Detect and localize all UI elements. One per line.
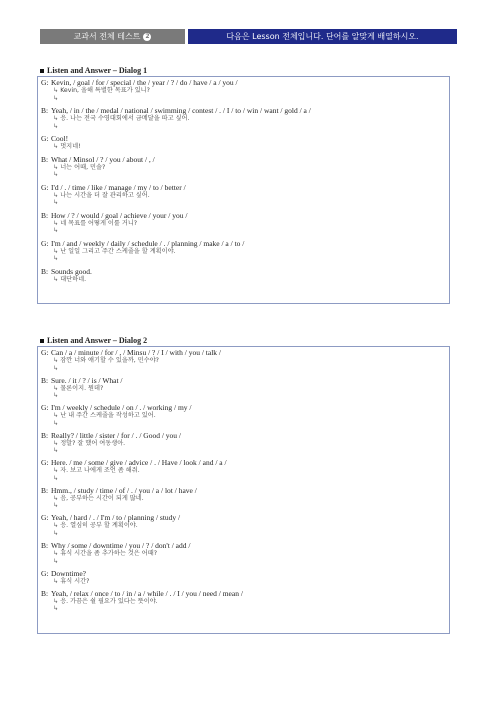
speaker-label: G: (41, 568, 49, 578)
scrambled-sentence: Yeah, / hard / . / I'm / to / planning / study / (51, 513, 181, 523)
dialog-line (41, 106, 449, 115)
arrow-icon: ↳ (53, 502, 59, 510)
dialog-line (41, 267, 449, 276)
scrambled-sentence: Here. / me / some / give / advice / . / Have / look / and / a / (51, 458, 227, 468)
translation-line: ↳ 멋지네! (53, 143, 81, 151)
arrow-icon: ↳ (53, 577, 59, 585)
dialog-line (41, 541, 449, 550)
arrow-icon: ↳ (53, 275, 59, 283)
translation-line: ↳ 물론이지. 뭔데? (53, 384, 104, 392)
scrambled-sentence: Yeah, / relax / once / to / in / a / while / . / I / you / need / mean / (51, 588, 243, 598)
answer-blank-line (41, 365, 449, 373)
dialog-exchange (41, 403, 449, 427)
translation-line: ↳ 휴식 시간을 좀 추가하는 것은 어때? (53, 550, 157, 558)
speaker-label: G: (41, 238, 49, 248)
arrow-icon: ↳ (53, 122, 59, 130)
dialog-exchange (41, 106, 449, 130)
answer-blank-line (41, 199, 449, 207)
dialog-exchange (41, 376, 449, 400)
dialog-exchange (41, 267, 449, 284)
scrambled-sentence: Kevin, / goal / for / special / the / year / ? / do / have / a / you / (51, 78, 238, 87)
dialog-line (41, 569, 449, 578)
arrow-icon: ↳ (53, 219, 59, 227)
arrow-icon: ↳ (53, 384, 59, 392)
arrow-icon: ↳ (53, 115, 59, 123)
answer-blank-line (41, 558, 449, 566)
arrow-icon: ↳ (53, 255, 59, 263)
dialog-exchange (41, 486, 449, 510)
scrambled-sentence: Sounds good. (51, 266, 92, 276)
translation-line: ↳ 응. 열심히 공부 할 계획이야. (53, 522, 138, 530)
arrow-icon: ↳ (53, 447, 59, 455)
scrambled-sentence: How / ? / would / goal / achieve / your / you / (51, 210, 188, 220)
translation-line: ↳ 자. 보고 나에게 조언 좀 해줘. (53, 467, 140, 475)
scrambled-sentence: Yeah, / in / the / medal / national / swimming / contest / . / I / to / win / want / gold / a / (51, 106, 311, 116)
arrow-icon: ↳ (53, 439, 59, 447)
speaker-label: B: (41, 154, 49, 164)
dialog1-box (37, 76, 450, 304)
textbook-test-label (40, 29, 185, 44)
speaker-label: B: (41, 375, 49, 385)
dialog-exchange (41, 155, 449, 179)
scrambled-sentence: I'm / weekly / schedule / on / . / working / my / (51, 403, 192, 413)
dialog-exchange (41, 589, 449, 613)
translation-line: ↳ 휴식 시간? (53, 577, 90, 585)
arrow-icon: ↳ (53, 191, 59, 199)
speaker-label: G: (41, 78, 49, 87)
translation-line: ↳ 네 목표를 어떻게 이룰 거니? (53, 219, 138, 227)
translation-line: ↳ 대단하네. (53, 275, 87, 283)
translation-line: ↳ 나는 시간을 더 잘 관리하고 싶어. (53, 191, 150, 199)
arrow-icon: ↳ (53, 494, 59, 502)
answer-blank-line (41, 123, 449, 131)
answer-blank-line (41, 530, 449, 538)
arrow-icon: ↳ (53, 419, 59, 427)
answer-blank-line (41, 475, 449, 483)
arrow-icon: ↳ (53, 412, 59, 420)
dialog-line (41, 403, 449, 412)
arrow-icon: ↳ (53, 530, 59, 538)
arrow-icon: ↳ (53, 522, 59, 530)
dialog-exchange (41, 541, 449, 565)
dialog-line (41, 431, 449, 440)
answer-blank-line (41, 95, 449, 103)
speaker-label: B: (41, 266, 49, 276)
dialog1-title: Listen and Answer – Dialog 1 (40, 66, 147, 75)
answer-blank-line (41, 420, 449, 428)
dialog-line (41, 376, 449, 385)
scrambled-sentence: Sure. / it / ? / is / What / (51, 375, 123, 385)
speaker-label: B: (41, 485, 49, 495)
dialog-exchange (41, 134, 449, 151)
arrow-icon: ↳ (53, 550, 59, 558)
arrow-icon: ↳ (53, 392, 59, 400)
arrow-icon: ↳ (53, 94, 59, 102)
speaker-label: B: (41, 588, 49, 598)
answer-blank-line (41, 447, 449, 455)
speaker-label: G: (41, 348, 49, 357)
translation-line: ↳ 정말? 잘 했어 여동생아. (53, 439, 126, 447)
arrow-icon: ↳ (53, 247, 59, 255)
translation-line: ↳ 너는 어때, 민솔? (53, 163, 106, 171)
dialog-line (41, 134, 449, 143)
arrow-icon: ↳ (53, 597, 59, 605)
dialog-line (41, 211, 449, 220)
translation-line: ↳ 응. 나는 전국 수영대회에서 금메달을 따고 싶어. (53, 115, 190, 123)
answer-blank-line (41, 392, 449, 400)
translation-line: ↳ Kevin, 올해 특별한 목표가 있니? (53, 87, 150, 94)
page-header (40, 29, 457, 44)
scrambled-sentence: Hmm., / study / time / of / . / you / a / lot / have / (51, 485, 197, 495)
dialog-exchange (41, 348, 449, 372)
header-left-text: 교과서 전체 테스트 (73, 32, 141, 41)
scrambled-sentence: I'd / . / time / like / manage / my / to / better / (51, 182, 186, 192)
dialog-exchange (41, 458, 449, 482)
speaker-label: G: (41, 134, 49, 144)
answer-blank-line (41, 171, 449, 179)
translation-line: ↳ 난 내 주간 스케줄을 작성하고 있어. (53, 412, 156, 420)
dialog-exchange (41, 431, 449, 455)
arrow-icon: ↳ (53, 557, 59, 565)
scrambled-sentence: Cool! (51, 134, 69, 144)
dialog-line (41, 458, 449, 467)
dialog-line (41, 155, 449, 164)
dialog2-box (37, 346, 450, 634)
arrow-icon: ↳ (53, 605, 59, 613)
arrow-icon: ↳ (53, 364, 59, 372)
arrow-icon: ↳ (53, 171, 59, 179)
speaker-label: B: (41, 430, 49, 440)
speaker-label: B: (41, 210, 49, 220)
arrow-icon: ↳ (53, 227, 59, 235)
dialog-exchange (41, 239, 449, 263)
translation-line: ↳ 잠깐 너와 얘기할 수 있을까, 민수야? (53, 357, 159, 364)
scrambled-sentence: Really? / little / sister / for / . / Good / you / (51, 430, 181, 440)
dialog-line (41, 348, 449, 357)
speaker-label: B: (41, 106, 49, 116)
arrow-icon: ↳ (53, 467, 59, 475)
translation-line: ↳ 음, 공부하는 시간이 되게 많네. (53, 494, 144, 502)
arrow-icon: ↳ (53, 163, 59, 171)
dialog-exchange (41, 513, 449, 537)
dialog-line (41, 183, 449, 192)
answer-blank-line (41, 255, 449, 263)
test-number-badge: 2 (145, 32, 150, 40)
dialog-line (41, 239, 449, 248)
arrow-icon: ↳ (53, 474, 59, 482)
answer-blank-line (41, 227, 449, 235)
speaker-label: G: (41, 513, 49, 523)
dialog-exchange (41, 183, 449, 207)
arrow-icon: ↳ (53, 87, 59, 94)
speaker-label: G: (41, 182, 49, 192)
scrambled-sentence: Downtime? (51, 568, 86, 578)
arrow-icon: ↳ (53, 357, 59, 364)
translation-line: ↳ 응. 가끔은 쉴 필요가 있다는 뜻이야. (53, 597, 158, 605)
dialog-line (41, 78, 449, 87)
speaker-label: G: (41, 458, 49, 468)
speaker-label: G: (41, 403, 49, 413)
square-bullet-icon (40, 339, 44, 343)
instruction-banner (188, 29, 457, 44)
scrambled-sentence: Can / a / minute / for / , / Minsu / ? / I / with / you / talk / (51, 348, 221, 357)
dialog2-title: Listen and Answer – Dialog 2 (40, 336, 147, 345)
scrambled-sentence: What / Minsol / ? / you / about / , / (51, 154, 155, 164)
translation-line: ↳ 난 일일 그리고 주간 스케줄을 할 계획이야. (53, 247, 176, 255)
scrambled-sentence: Why / some / downtime / you / ? / don't / add / (51, 541, 191, 551)
dialog-line (41, 589, 449, 598)
instruction-text: 다음은 Lesson 전체입니다. 단어를 알맞게 배열하시오. (226, 32, 419, 41)
square-bullet-icon (40, 69, 44, 73)
answer-blank-line (41, 502, 449, 510)
dialog-exchange (41, 211, 449, 235)
dialog-exchange (41, 78, 449, 102)
arrow-icon: ↳ (53, 143, 59, 151)
dialog-line (41, 486, 449, 495)
arrow-icon: ↳ (53, 199, 59, 207)
speaker-label: B: (41, 541, 49, 551)
scrambled-sentence: I'm / and / weekly / daily / schedule / . / planning / make / a / to / (51, 238, 245, 248)
answer-blank-line (41, 605, 449, 613)
dialog-exchange (41, 569, 449, 586)
